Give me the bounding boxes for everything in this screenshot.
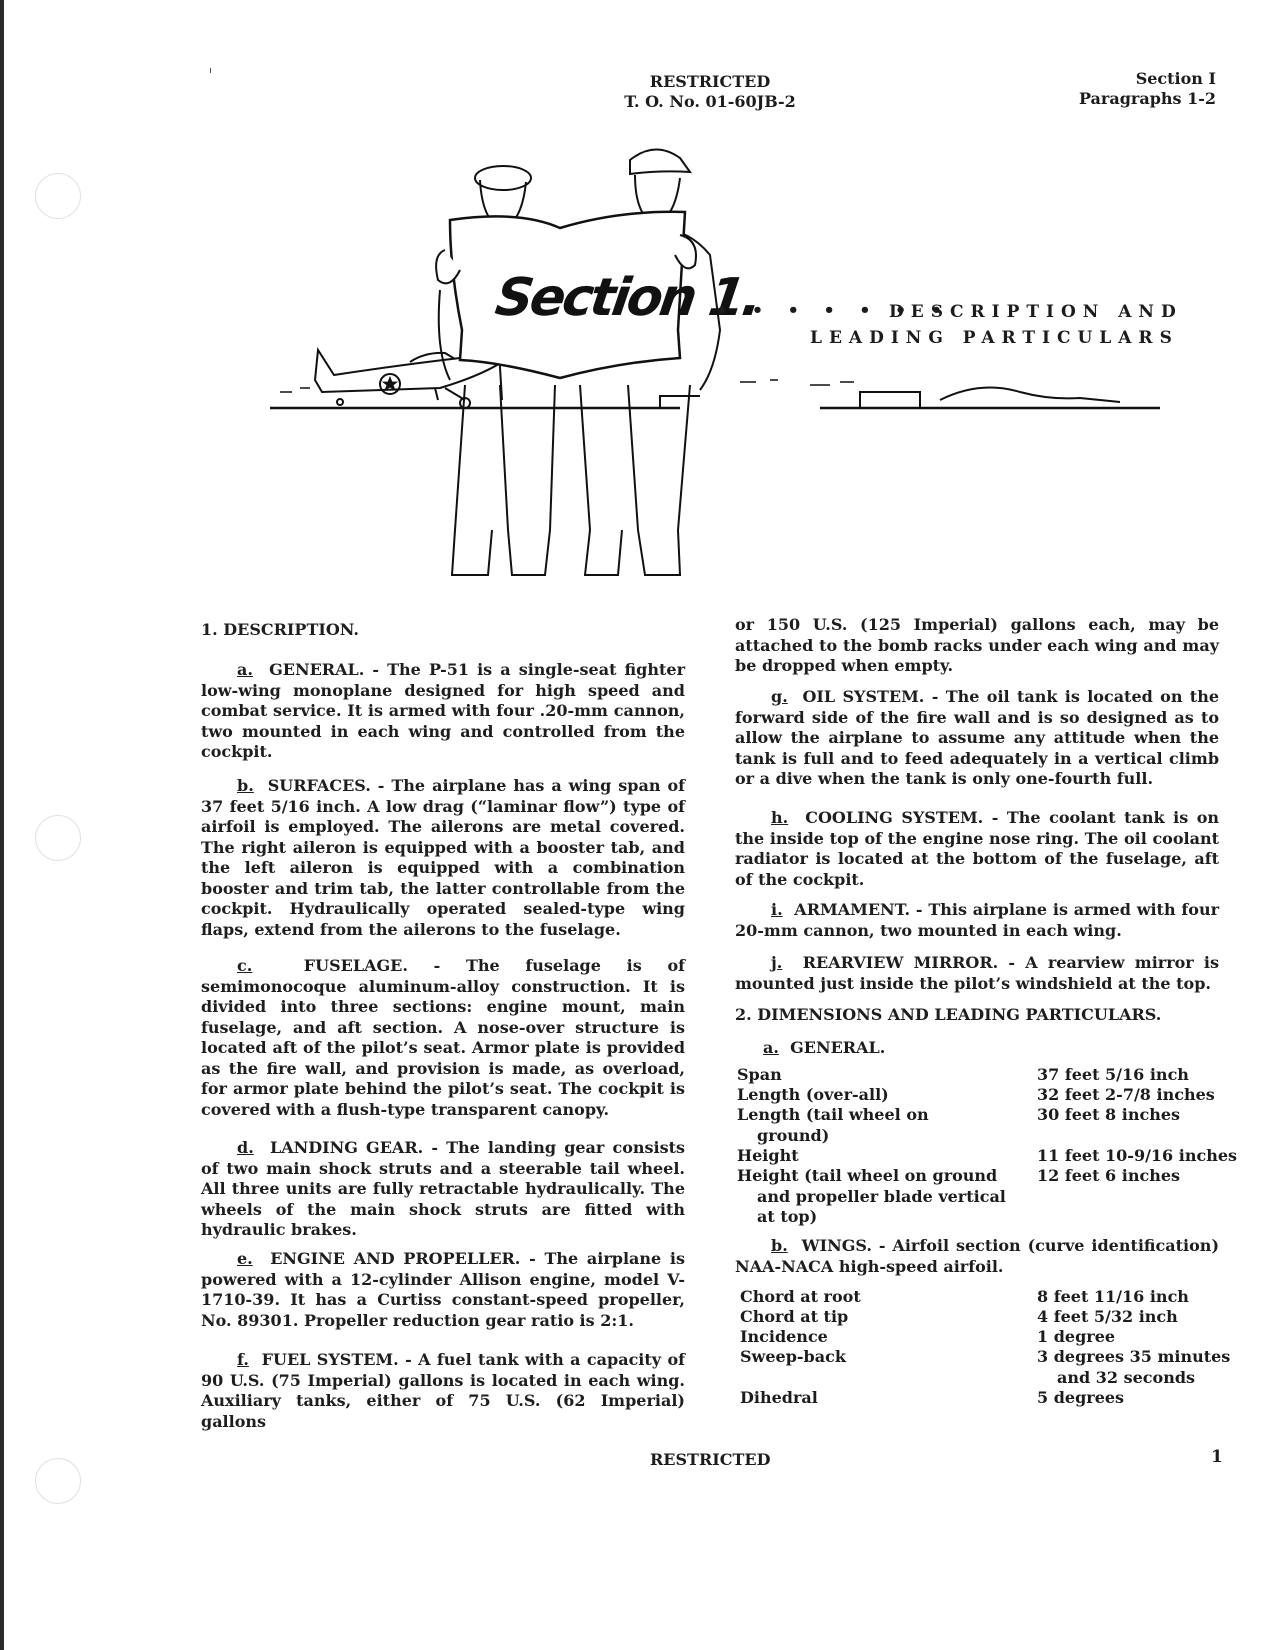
spec-label: Height (tail wheel on ground and propeller blade vertical at top) — [737, 1166, 1006, 1226]
section-illustration — [260, 130, 1180, 580]
para-text: - The airplane has a wing span of 37 feet 5/16 inch. A low drag (“laminar flow”) type of airfoil is employed. The ailerons are metal covered. The right aileron is equipped with a booster tab, and the left aileron is equipped with a combination booster and trim tab, the latter controllable from the cockpit. Hydraulically operated sealed-type wing flaps, extend from the ailerons to the fuselage. — [201, 776, 686, 939]
punch-hole — [35, 815, 81, 861]
punch-hole — [35, 1458, 81, 1504]
scan-mark — [210, 68, 211, 73]
fuel-continuation: or 150 U.S. (125 Imperial) gallons each, may be attached to the bomb racks under each wing and may be dropped when empty. — [735, 615, 1219, 675]
heading-description: 1. DESCRIPTION. — [201, 620, 359, 639]
page-header-right — [1079, 69, 1216, 109]
para-title: SURFACES. — [267, 776, 371, 795]
para-fuel-system — [201, 1350, 685, 1432]
para-title: FUSELAGE. — [303, 956, 408, 975]
para-wings — [735, 1236, 1219, 1277]
para-text: - The airplane is powered with a 12-cylinder Allison engine, model V-1710-39. It has a Curtiss constant-speed propeller, No. 89301. Propeller reduction gear ratio is 2:1. — [201, 1249, 685, 1330]
spec-label: Sweep-back — [740, 1347, 846, 1366]
subheading-general — [735, 1038, 1247, 1059]
general-dimensions-table — [737, 1065, 1238, 1226]
spec-value: 11 feet 10-9/16 inches — [1037, 1146, 1238, 1165]
spec-label: Length (over-all) — [737, 1085, 889, 1104]
para-text: - A rearview mirror is mounted just inside the pilot’s windshield at the top. — [735, 953, 1219, 993]
para-text: - This airplane is armed with four 20-mm cannon, two mounted in each wing. — [735, 900, 1220, 940]
classification-label: RESTRICTED — [649, 72, 771, 91]
spec-label: Span — [737, 1065, 782, 1084]
para-rearview-mirror — [735, 953, 1219, 994]
para-engine-propeller — [201, 1249, 685, 1331]
para-title: GENERAL. — [269, 660, 365, 679]
para-cooling-system — [735, 808, 1219, 890]
para-text: - The P-51 is a single-seat fighter low-wing monoplane designed for high speed and combat service. It is armed with four .20-mm cannon, two mounted in each wing and controlled from the cockpit. — [201, 660, 685, 761]
para-letter: d. — [237, 1138, 254, 1157]
para-text: - Airfoil section (curve identification) NAA-NACA high-speed airfoil. — [735, 1236, 1220, 1276]
paragraphs-label: Paragraphs 1-2 — [1078, 89, 1216, 108]
para-title: OIL SYSTEM. — [802, 687, 925, 706]
spec-label: Height — [737, 1146, 799, 1165]
spec-label: Chord at root — [740, 1287, 861, 1306]
para-letter: b. — [237, 776, 254, 795]
para-text: - The oil tank is located on the forward side of the fire wall and is so designed as to allow the airplane to assume any attitude when the tank is full and to feed adequately in a vertical climb or a dive when the tank is only one-fourth full. — [735, 687, 1220, 788]
para-title: WINGS. — [801, 1236, 872, 1255]
para-letter: a. — [763, 1038, 779, 1057]
spec-label: Incidence — [740, 1327, 828, 1346]
para-title: FUEL SYSTEM. — [261, 1350, 399, 1369]
para-title: COOLING SYSTEM. — [805, 808, 984, 827]
para-text: - The landing gear consists of two main shock struts and a steerable tail wheel. All three units are fully retractable hydraulically. The wheels of the main shock struts are fitted with hydraulic brakes. — [201, 1138, 686, 1239]
spec-label: Dihedral — [740, 1388, 818, 1407]
heading-dimensions: 2. DIMENSIONS AND LEADING PARTICULARS. — [735, 1005, 1162, 1024]
para-general — [201, 660, 685, 763]
para-landing-gear — [201, 1138, 685, 1241]
para-letter: h. — [771, 808, 789, 827]
section-title-line1: DESCRIPTION AND — [889, 302, 1183, 322]
para-title: LANDING GEAR. — [270, 1138, 424, 1157]
spec-value: 32 feet 2-7/8 inches — [1037, 1085, 1215, 1104]
spec-value: 1 degree — [1037, 1327, 1116, 1346]
spec-value: 3 degrees 35 minutes and 32 seconds — [1037, 1347, 1231, 1387]
para-letter: c. — [237, 956, 253, 975]
para-surfaces — [201, 776, 685, 940]
leader-dots: • • • • • • • — [716, 300, 952, 321]
banner-section-title: Section 1. — [491, 268, 764, 328]
para-armament — [735, 900, 1219, 941]
para-letter: i. — [771, 900, 783, 919]
spec-label: Chord at tip — [740, 1307, 849, 1326]
spec-value: 12 feet 6 inches — [1037, 1166, 1181, 1185]
section-label: Section I — [1135, 69, 1216, 88]
para-letter: f. — [237, 1350, 249, 1369]
spec-value: 37 feet 5/16 inch — [1037, 1065, 1189, 1084]
para-title: ENGINE AND PROPELLER. — [270, 1249, 521, 1268]
para-letter: j. — [771, 953, 783, 972]
para-letter: a. — [237, 660, 253, 679]
spec-value: 4 feet 5/32 inch — [1037, 1307, 1178, 1326]
para-oil-system — [735, 687, 1219, 790]
spec-label: Length (tail wheel on ground) — [737, 1105, 929, 1145]
para-letter: e. — [237, 1249, 253, 1268]
para-text: - A fuel tank with a capacity of 90 U.S. (75 Imperial) gallons is located in each wing. Auxiliary tanks, either of 75 U.S. (62 Imperial) gallons — [201, 1350, 686, 1431]
spec-value: 8 feet 11/16 inch — [1037, 1287, 1189, 1306]
para-letter: g. — [771, 687, 788, 706]
page-number: 1 — [1211, 1447, 1223, 1467]
scan-edge — [0, 0, 4, 1650]
para-fuselage — [201, 956, 685, 1120]
wing-dimensions-table — [740, 1287, 1240, 1417]
para-letter: b. — [771, 1236, 788, 1255]
page-header-center — [560, 72, 860, 112]
spec-value: 5 degrees — [1037, 1388, 1125, 1407]
spec-value: 30 feet 8 inches — [1037, 1105, 1181, 1124]
section-title-line2: LEADING PARTICULARS — [810, 328, 1179, 348]
para-title: GENERAL. — [790, 1038, 886, 1057]
tech-order-number: T. O. No. 01-60JB-2 — [624, 92, 796, 111]
para-text: - The coolant tank is on the inside top of the engine nose ring. The oil coolant radiator is located at the bottom of the fuselage, aft of the cockpit. — [735, 808, 1220, 889]
footer-classification: RESTRICTED — [650, 1450, 771, 1469]
para-text: - The fuselage is of semimonocoque aluminum-alloy construction. It is divided into three sections: engine mount, main fuselage, and aft section. A nose-over structure is located aft of the pilot’s seat. Armor plate is provided as the fire wall, and provision is made, as overload, for armor plate behind the pilot’s seat. The cockpit is covered with a flush-type transparent canopy. — [201, 956, 685, 1119]
para-title: REARVIEW MIRROR. — [802, 953, 999, 972]
punch-hole — [35, 173, 81, 219]
para-title: ARMAMENT. — [794, 900, 911, 919]
